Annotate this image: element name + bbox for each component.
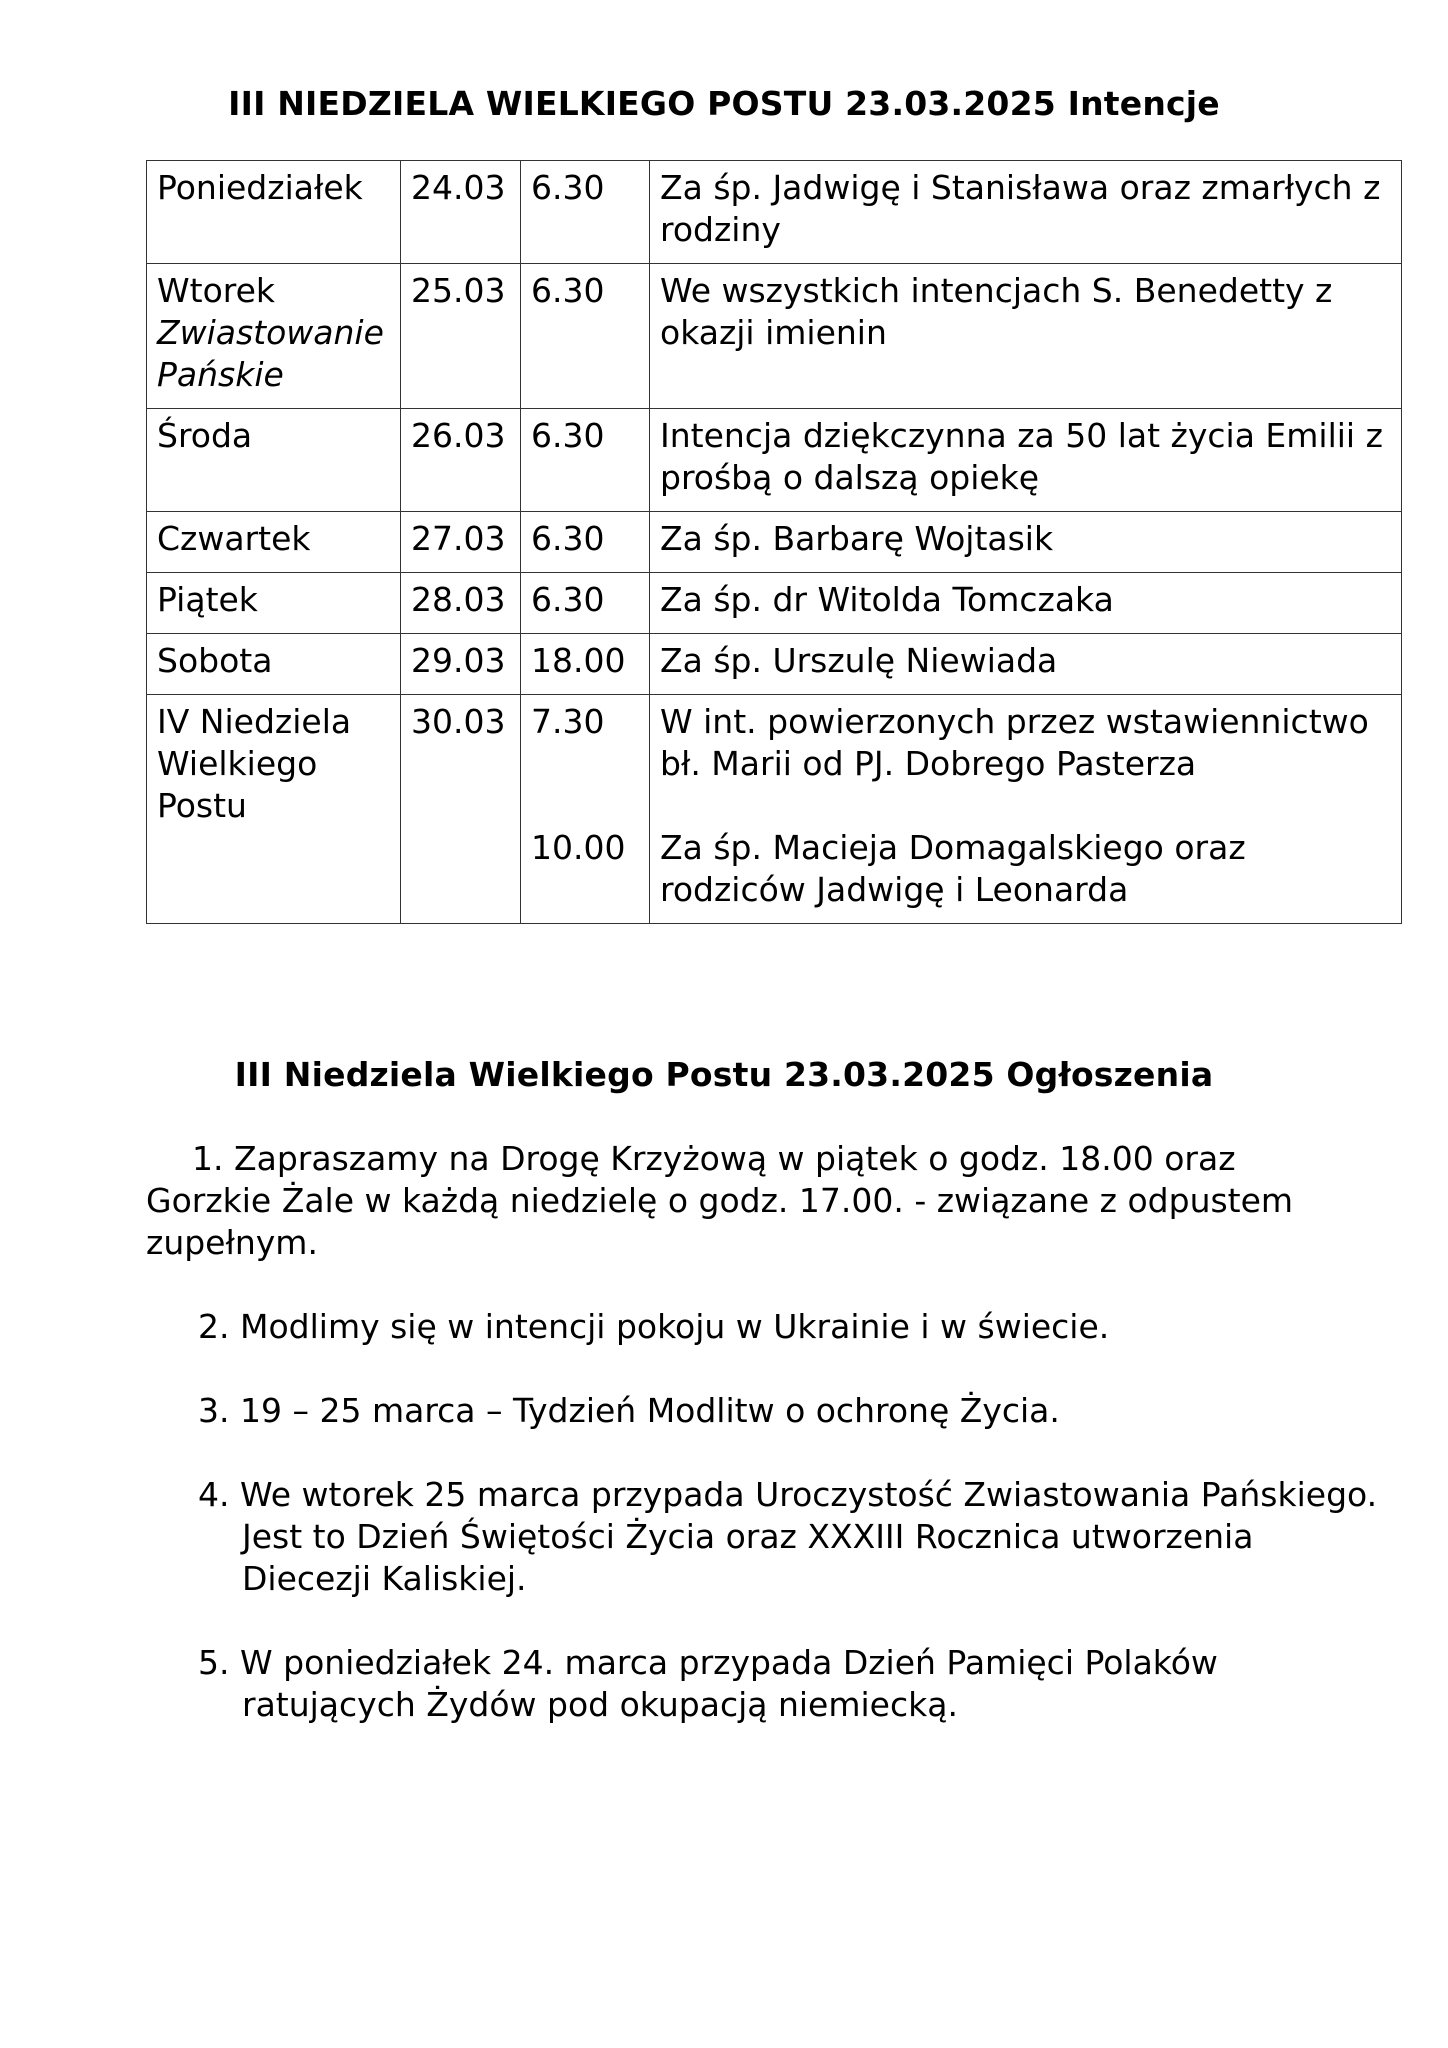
date-cell: 27.03 xyxy=(401,512,521,573)
table-row xyxy=(147,512,1402,573)
time-cell: 6.30 xyxy=(521,573,650,634)
intention-cell: Intencja dziękczynna za 50 lat życia Emilii z prośbą o dalszą opiekę xyxy=(650,409,1402,512)
day-label: Wtorek xyxy=(157,271,276,310)
notice-text: W poniedziałek 24. marca przypada Dzień Pamięci Polaków ratujących Żydów pod okupacją niemiecką. xyxy=(240,1643,1218,1724)
notice-number: 4. xyxy=(198,1475,230,1514)
time-cell: 18.00 xyxy=(521,634,650,695)
notice-item xyxy=(146,1138,1356,1264)
date-cell: 28.03 xyxy=(401,573,521,634)
table-row xyxy=(147,695,1402,924)
intention-cell: Za śp. Barbarę Wojtasik xyxy=(650,512,1402,573)
notice-number: 5. xyxy=(198,1643,230,1682)
date-cell: 29.03 xyxy=(401,634,521,695)
time-cell xyxy=(521,695,650,924)
day-cell: IV Niedziela Wielkiego Postu xyxy=(147,695,401,924)
day-cell: Poniedziałek xyxy=(147,161,401,264)
notice-number: 2. xyxy=(198,1307,230,1346)
table-row xyxy=(147,409,1402,512)
day-cell: Piątek xyxy=(147,573,401,634)
notice-item xyxy=(156,1474,1382,1600)
notice-item xyxy=(156,1306,1356,1348)
day-cell: Czwartek xyxy=(147,512,401,573)
notice-number: 1. xyxy=(192,1139,224,1178)
intention-cell: We wszystkich intencjach S. Benedetty z okazji imienin xyxy=(650,264,1402,409)
day-cell: Sobota xyxy=(147,634,401,695)
table-row xyxy=(147,634,1402,695)
table-row xyxy=(147,161,1402,264)
intention-cell: Za śp. Jadwigę i Stanisława oraz zmarłych z rodziny xyxy=(650,161,1402,264)
table-row xyxy=(147,573,1402,634)
date-cell: 24.03 xyxy=(401,161,521,264)
intention-cell xyxy=(650,695,1402,924)
time-cell: 6.30 xyxy=(521,161,650,264)
notice-text: We wtorek 25 marca przypada Uroczystość Zwiastowania Pańskiego. Jest to Dzień Świętości Życia oraz XXXIII Rocznica utworzenia Diecezji Kaliskiej. xyxy=(240,1475,1378,1598)
day-cell: Środa xyxy=(147,409,401,512)
notice-text: Modlimy się w intencji pokoju w Ukrainie i w świecie. xyxy=(240,1307,1110,1346)
notice-item xyxy=(156,1642,1382,1726)
time-label: 7.30 xyxy=(531,702,605,741)
intention-text-2: Za śp. Macieja Domagalskiego oraz rodziców Jadwigę i Leonarda xyxy=(660,828,1246,909)
notice-text: Zapraszamy na Drogę Krzyżową w piątek o godz. 18.00 oraz Gorzkie Żale w każdą niedzielę o godz. 17.00. - związane z odpustem zupełnym. xyxy=(146,1139,1294,1262)
notice-item xyxy=(156,1390,1356,1432)
notice-text: 19 – 25 marca – Tydzień Modlitw o ochronę Życia. xyxy=(240,1391,1060,1430)
date-cell: 25.03 xyxy=(401,264,521,409)
table-row xyxy=(147,264,1402,409)
notice-number: 3. xyxy=(198,1391,230,1430)
feast-label: Zwiastowanie Pańskie xyxy=(157,313,384,394)
intentions-table xyxy=(146,160,1402,924)
notices-list xyxy=(146,1138,1378,1768)
intention-cell: Za śp. Urszulę Niewiada xyxy=(650,634,1402,695)
time-label-2: 10.00 xyxy=(531,828,626,867)
notices-title: III Niedziela Wielkiego Postu 23.03.2025 Ogłoszenia xyxy=(234,1055,1214,1094)
date-cell: 26.03 xyxy=(401,409,521,512)
intention-text: W int. powierzonych przez wstawiennictwo bł. Marii od PJ. Dobrego Pasterza xyxy=(660,702,1369,783)
time-cell: 6.30 xyxy=(521,264,650,409)
day-cell xyxy=(147,264,401,409)
intentions-title: III NIEDZIELA WIELKIEGO POSTU 23.03.2025 Intencje xyxy=(228,84,1220,123)
time-cell: 6.30 xyxy=(521,512,650,573)
time-cell: 6.30 xyxy=(521,409,650,512)
intention-cell: Za śp. dr Witolda Tomczaka xyxy=(650,573,1402,634)
date-cell: 30.03 xyxy=(401,695,521,924)
